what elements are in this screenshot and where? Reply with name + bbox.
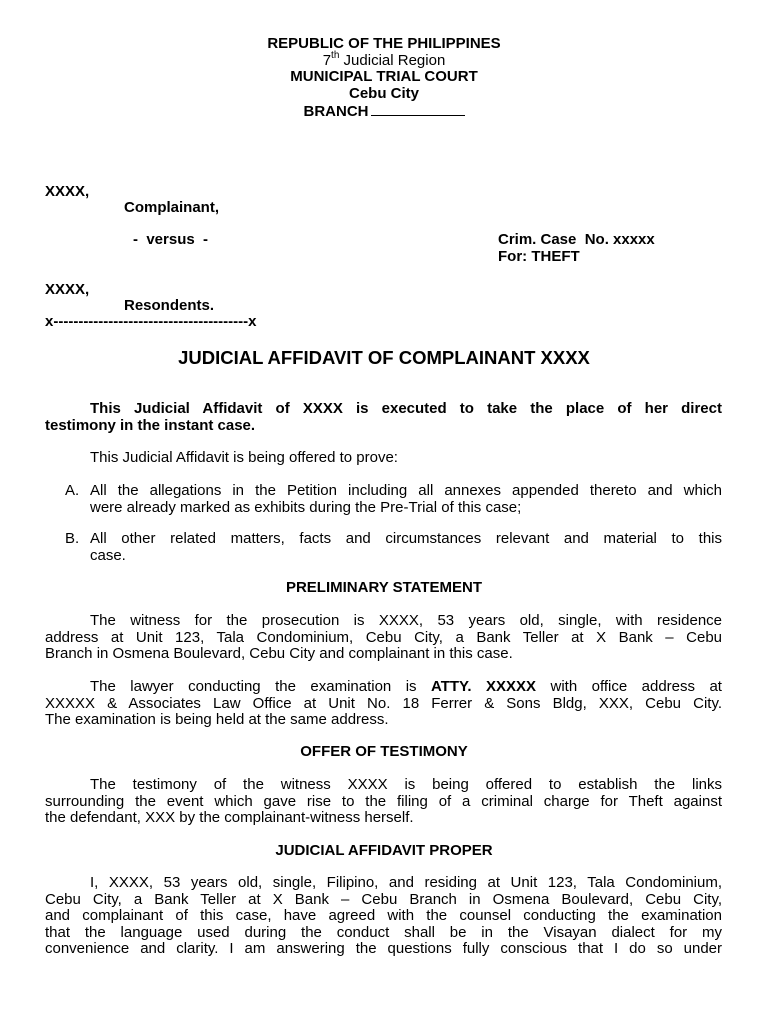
intro-paragraph-2: [45, 450, 722, 467]
caption-separator: x---------------------------------------x: [45, 313, 257, 330]
list-item-a: [45, 483, 722, 516]
proper-paragraph: [45, 875, 722, 958]
intro-p1-line2: testimony in the instant case.: [45, 416, 256, 434]
list-item-a-line2: were already marked as exhibits during the Pre-Trial of this case;: [90, 498, 522, 516]
offer-paragraph: [45, 777, 722, 827]
offer-line2: surrounding the event which gave rise to the filing of a criminal charge for Theft against: [45, 792, 722, 810]
prelim-p2-line2: XXXXX & Associates Law Office at Unit No. 18 Ferrer & Sons Bldg, XXX, Cebu City.: [45, 694, 722, 712]
list-item-b-line1: All other related matters, facts and circumstances relevant and material to this: [90, 530, 722, 547]
region-number: 7: [322, 51, 332, 69]
respondent-role: Resondents.: [124, 297, 215, 314]
list-item-a-line1: All the allegations in the Petition including all annexes appended thereto and which: [90, 482, 722, 499]
preliminary-paragraph-2: [45, 679, 722, 729]
complainant-name: XXXX,: [45, 183, 90, 200]
prelim-p1-line1: The witness for the prosecution is XXXX, 53 years old, single, with residence: [90, 612, 722, 629]
offer-line1: The testimony of the witness XXXX is being offered to establish the links: [90, 776, 722, 793]
intro-p1-line1: This Judicial Affidavit of XXXX is executed to take the place of her direct: [90, 400, 722, 417]
attorney-name: ATTY. XXXXX: [431, 678, 537, 695]
prelim-p2-line3: The examination is being held at the same address.: [45, 711, 389, 728]
branch-line: [0, 102, 768, 119]
list-marker-a: A.: [65, 482, 80, 499]
prelim-p1-line3: Branch in Osmena Boulevard, Cebu City and complainant in this case.: [45, 645, 513, 662]
offer-heading: OFFER OF TESTIMONY: [300, 743, 468, 760]
region-suffix: th: [331, 49, 340, 61]
proper-line4: that the language used during the conduct shall be in the Visayan dialect for my: [45, 923, 722, 941]
branch-blank: [371, 102, 465, 116]
intro-paragraph-1: [45, 401, 722, 434]
proper-line3: and complainant of this case, have agreed with the counsel conducting the examination: [45, 907, 722, 924]
city-line: Cebu City: [348, 84, 419, 102]
court-header: [0, 36, 768, 119]
region-text: Judicial Region: [339, 51, 446, 69]
proper-heading: JUDICIAL AFFIDAVIT PROPER: [275, 842, 493, 859]
branch-label: BRANCH: [303, 103, 369, 120]
preliminary-heading: PRELIMINARY STATEMENT: [285, 579, 483, 596]
court-line: MUNICIPAL TRIAL COURT: [290, 68, 478, 85]
offer-line3: the defendant, XXX by the complainant-witness herself.: [45, 809, 414, 826]
list-marker-b: B.: [65, 530, 80, 547]
document-title: JUDICIAL AFFIDAVIT OF COMPLAINANT XXXX: [178, 347, 590, 368]
proper-line2: Cebu City, a Bank Teller at X Bank – Cebu Branch in Osmena Boulevard, Cebu City,: [45, 890, 722, 908]
case-number: Crim. Case No. xxxxx: [498, 231, 655, 248]
prelim-p2-line1a: The lawyer conducting the examination is: [90, 678, 432, 695]
list-item-b-line2: case.: [90, 546, 126, 564]
republic-line: REPUBLIC OF THE PHILIPPINES: [267, 35, 501, 52]
list-item-b: [45, 531, 722, 564]
prelim-p1-line2: address at Unit 123, Tala Condominium, Cebu City, a Bank Teller at X Bank – Cebu: [45, 628, 722, 646]
proper-line1: I, XXXX, 53 years old, single, Filipino, and residing at Unit 123, Tala Condominium,: [90, 874, 722, 891]
prelim-p2-line1c: with office address at: [536, 678, 722, 695]
region-line: [0, 49, 768, 70]
versus-label: - versus -: [133, 231, 209, 248]
preliminary-paragraph-1: [45, 613, 722, 663]
intro-p2-text: This Judicial Affidavit is being offered to prove:: [90, 449, 398, 466]
respondent-name: XXXX,: [45, 281, 90, 298]
proper-line5: convenience and clarity. I am answering the questions fully conscious that I do so under: [45, 940, 722, 957]
complainant-role: Complainant,: [124, 199, 220, 216]
case-offense: For: THEFT: [498, 248, 580, 265]
